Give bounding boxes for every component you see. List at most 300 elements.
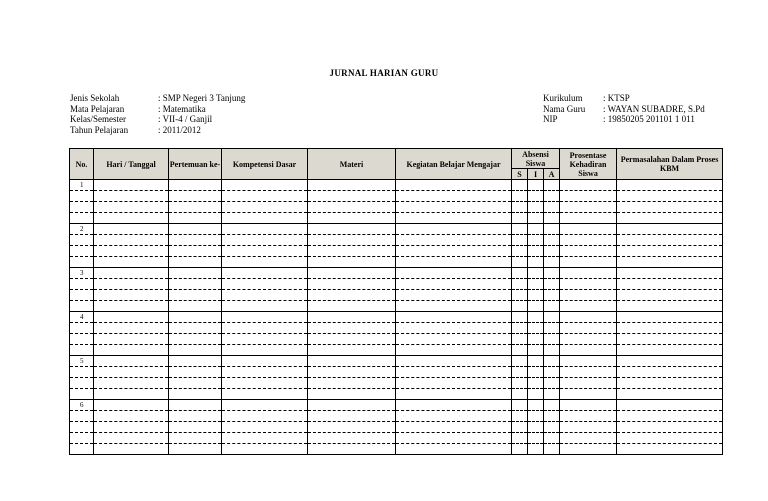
table-cell	[528, 378, 544, 389]
header-absensi: Absensi Siswa	[512, 149, 560, 169]
table-cell	[169, 323, 222, 334]
table-cell	[94, 345, 169, 356]
table-cell	[308, 400, 396, 411]
info-value: : KTSP	[603, 93, 630, 103]
table-cell	[544, 235, 560, 246]
table-cell	[512, 367, 528, 378]
table-cell	[396, 235, 512, 246]
table-row	[70, 279, 723, 290]
table-cell	[617, 356, 723, 367]
table-cell	[222, 213, 308, 224]
table-cell	[544, 378, 560, 389]
table-cell	[560, 279, 617, 290]
table-cell	[94, 367, 169, 378]
table-row	[70, 268, 723, 279]
row-number	[70, 378, 94, 389]
info-label: NIP	[543, 114, 558, 124]
table-cell	[528, 301, 544, 312]
table-cell	[396, 191, 512, 202]
table-cell	[94, 334, 169, 345]
journal-body	[70, 180, 723, 455]
table-cell	[308, 290, 396, 301]
table-cell	[222, 444, 308, 455]
table-cell	[396, 323, 512, 334]
table-cell	[512, 389, 528, 400]
table-cell	[222, 312, 308, 323]
table-cell	[544, 433, 560, 444]
table-cell	[560, 191, 617, 202]
table-cell	[528, 202, 544, 213]
table-cell	[222, 356, 308, 367]
table-cell	[560, 202, 617, 213]
info-row-nip	[543, 114, 705, 125]
row-number	[70, 345, 94, 356]
table-cell	[617, 400, 723, 411]
table-cell	[528, 268, 544, 279]
table-cell	[308, 268, 396, 279]
table-row	[70, 356, 723, 367]
table-cell	[560, 444, 617, 455]
table-row	[70, 191, 723, 202]
table-cell	[222, 191, 308, 202]
table-cell	[560, 433, 617, 444]
table-cell	[169, 290, 222, 301]
table-cell	[560, 257, 617, 268]
header-prosentase: Prosentase Kehadiran Siswa	[560, 149, 617, 180]
table-cell	[169, 191, 222, 202]
table-cell	[396, 422, 512, 433]
table-cell	[544, 213, 560, 224]
table-cell	[396, 180, 512, 191]
table-cell	[617, 389, 723, 400]
row-number: 1	[70, 180, 94, 191]
row-number	[70, 389, 94, 400]
info-label: Nama Guru	[543, 103, 586, 114]
table-cell	[528, 257, 544, 268]
table-cell	[617, 180, 723, 191]
table-cell	[512, 191, 528, 202]
table-cell	[528, 213, 544, 224]
table-cell	[617, 268, 723, 279]
table-cell	[560, 213, 617, 224]
table-cell	[617, 202, 723, 213]
table-cell	[512, 301, 528, 312]
table-cell	[222, 224, 308, 235]
table-cell	[528, 224, 544, 235]
table-cell	[512, 345, 528, 356]
table-cell	[308, 411, 396, 422]
table-cell	[512, 400, 528, 411]
table-cell	[560, 290, 617, 301]
table-cell	[94, 224, 169, 235]
table-cell	[169, 422, 222, 433]
info-label: Kurikulum	[543, 93, 583, 103]
table-cell	[169, 301, 222, 312]
table-cell	[512, 290, 528, 301]
row-number	[70, 422, 94, 433]
info-row-mata-pelajaran	[70, 104, 245, 115]
row-number	[70, 334, 94, 345]
table-cell	[94, 235, 169, 246]
table-cell	[308, 334, 396, 345]
table-cell	[512, 411, 528, 422]
row-number	[70, 202, 94, 213]
table-cell	[94, 257, 169, 268]
table-cell	[544, 290, 560, 301]
table-cell	[169, 345, 222, 356]
info-row-tahun-pelajaran	[70, 125, 245, 136]
header-no: No.	[70, 149, 94, 180]
info-left	[70, 93, 245, 135]
table-row	[70, 290, 723, 301]
table-cell	[169, 246, 222, 257]
table-cell	[512, 224, 528, 235]
table-cell	[396, 279, 512, 290]
table-row	[70, 180, 723, 191]
table-cell	[512, 444, 528, 455]
table-cell	[222, 180, 308, 191]
table-cell	[617, 422, 723, 433]
table-cell	[544, 268, 560, 279]
table-cell	[308, 389, 396, 400]
info-label: Kelas/Semester	[70, 114, 126, 124]
table-cell	[617, 323, 723, 334]
table-cell	[544, 389, 560, 400]
table-cell	[169, 224, 222, 235]
info-value: : Matematika	[158, 103, 206, 114]
table-cell	[512, 378, 528, 389]
table-cell	[560, 356, 617, 367]
table-cell	[528, 422, 544, 433]
table-cell	[617, 433, 723, 444]
info-row-nama-guru	[543, 104, 705, 115]
table-cell	[544, 356, 560, 367]
row-number	[70, 433, 94, 444]
header-materi: Materi	[308, 149, 396, 180]
table-cell	[396, 290, 512, 301]
table-cell	[528, 334, 544, 345]
table-cell	[396, 268, 512, 279]
row-number	[70, 367, 94, 378]
table-cell	[308, 180, 396, 191]
table-cell	[94, 312, 169, 323]
table-cell	[94, 279, 169, 290]
table-cell	[222, 389, 308, 400]
table-cell	[396, 356, 512, 367]
table-cell	[528, 345, 544, 356]
table-cell	[528, 191, 544, 202]
row-number	[70, 213, 94, 224]
table-cell	[169, 213, 222, 224]
table-cell	[94, 180, 169, 191]
info-value: : SMP Negeri 3 Tanjung	[158, 93, 246, 103]
table-cell	[169, 334, 222, 345]
table-cell	[617, 224, 723, 235]
table-cell	[308, 378, 396, 389]
table-cell	[512, 334, 528, 345]
row-number	[70, 301, 94, 312]
table-cell	[396, 367, 512, 378]
table-row	[70, 378, 723, 389]
row-number: 3	[70, 268, 94, 279]
table-cell	[169, 279, 222, 290]
table-cell	[94, 400, 169, 411]
table-row	[70, 246, 723, 257]
table-cell	[528, 356, 544, 367]
table-cell	[512, 279, 528, 290]
table-cell	[544, 334, 560, 345]
table-cell	[560, 334, 617, 345]
table-cell	[222, 378, 308, 389]
table-cell	[169, 378, 222, 389]
page-title: JURNAL HARIAN GURU	[329, 68, 439, 78]
journal-table	[69, 148, 723, 455]
table-cell	[617, 290, 723, 301]
table-cell	[222, 323, 308, 334]
table-cell	[528, 279, 544, 290]
table-cell	[222, 301, 308, 312]
table-cell	[396, 213, 512, 224]
info-value: : WAYAN SUBADRE, S.Pd	[603, 103, 705, 114]
row-number	[70, 411, 94, 422]
table-cell	[396, 411, 512, 422]
table-cell	[528, 433, 544, 444]
table-row	[70, 323, 723, 334]
table-cell	[396, 301, 512, 312]
info-row-jenis-sekolah	[70, 93, 245, 104]
table-row	[70, 389, 723, 400]
table-cell	[94, 422, 169, 433]
table-cell	[528, 444, 544, 455]
row-number	[70, 323, 94, 334]
table-row	[70, 312, 723, 323]
table-row	[70, 202, 723, 213]
table-cell	[512, 202, 528, 213]
table-cell	[396, 389, 512, 400]
row-number	[70, 444, 94, 455]
table-cell	[512, 323, 528, 334]
table-row	[70, 213, 723, 224]
table-cell	[528, 235, 544, 246]
table-cell	[396, 444, 512, 455]
row-number	[70, 279, 94, 290]
table-row	[70, 345, 723, 356]
table-cell	[617, 257, 723, 268]
info-label: Tahun Pelajaran	[70, 124, 129, 135]
table-row	[70, 411, 723, 422]
table-row	[70, 257, 723, 268]
table-cell	[528, 323, 544, 334]
table-cell	[560, 367, 617, 378]
table-cell	[94, 301, 169, 312]
table-cell	[308, 367, 396, 378]
table-cell	[396, 224, 512, 235]
table-cell	[544, 246, 560, 257]
table-cell	[560, 268, 617, 279]
table-row	[70, 433, 723, 444]
table-cell	[222, 279, 308, 290]
header-kegiatan: Kegiatan Belajar Mengajar	[396, 149, 512, 180]
table-cell	[528, 389, 544, 400]
table-cell	[544, 345, 560, 356]
header-kompetensi-dasar: Kompetensi Dasar	[222, 149, 308, 180]
info-value: : 19850205 201101 1 011	[603, 114, 695, 124]
table-cell	[308, 312, 396, 323]
table-cell	[222, 411, 308, 422]
table-cell	[544, 400, 560, 411]
table-cell	[544, 180, 560, 191]
header-hari-tanggal: Hari / Tanggal	[94, 149, 169, 180]
table-row	[70, 334, 723, 345]
table-cell	[169, 268, 222, 279]
table-cell	[560, 422, 617, 433]
table-cell	[617, 191, 723, 202]
table-cell	[169, 312, 222, 323]
table-row	[70, 422, 723, 433]
header-absensi-s: S	[512, 169, 528, 180]
table-cell	[617, 235, 723, 246]
table-cell	[222, 400, 308, 411]
table-cell	[544, 422, 560, 433]
table-cell	[222, 202, 308, 213]
table-cell	[560, 411, 617, 422]
table-cell	[94, 444, 169, 455]
header-absensi-a: A	[544, 169, 560, 180]
table-cell	[222, 257, 308, 268]
table-row	[70, 367, 723, 378]
table-cell	[396, 400, 512, 411]
table-cell	[396, 334, 512, 345]
info-right	[543, 93, 705, 125]
table-cell	[169, 257, 222, 268]
table-cell	[617, 367, 723, 378]
table-cell	[528, 312, 544, 323]
table-cell	[308, 257, 396, 268]
table-cell	[544, 301, 560, 312]
table-cell	[560, 389, 617, 400]
table-cell	[560, 345, 617, 356]
table-cell	[308, 191, 396, 202]
table-row	[70, 224, 723, 235]
table-cell	[617, 246, 723, 257]
table-cell	[94, 433, 169, 444]
table-cell	[169, 202, 222, 213]
table-cell	[544, 191, 560, 202]
table-row	[70, 400, 723, 411]
table-cell	[308, 279, 396, 290]
header-pertemuan: Pertemuan ke-	[169, 149, 222, 180]
table-cell	[308, 345, 396, 356]
table-cell	[560, 224, 617, 235]
table-cell	[396, 433, 512, 444]
table-cell	[560, 301, 617, 312]
table-cell	[94, 202, 169, 213]
table-cell	[169, 444, 222, 455]
table-cell	[528, 246, 544, 257]
table-cell	[512, 213, 528, 224]
table-cell	[544, 202, 560, 213]
table-cell	[222, 235, 308, 246]
table-row	[70, 301, 723, 312]
table-cell	[169, 235, 222, 246]
table-cell	[512, 433, 528, 444]
table-cell	[308, 356, 396, 367]
table-cell	[396, 257, 512, 268]
table-cell	[308, 213, 396, 224]
table-row	[70, 235, 723, 246]
table-cell	[617, 301, 723, 312]
info-row-kelas-semester	[70, 114, 245, 125]
table-cell	[617, 378, 723, 389]
table-cell	[617, 312, 723, 323]
table-row	[70, 444, 723, 455]
table-cell	[308, 301, 396, 312]
table-cell	[560, 378, 617, 389]
row-number	[70, 257, 94, 268]
table-cell	[528, 180, 544, 191]
table-cell	[94, 378, 169, 389]
table-cell	[512, 180, 528, 191]
table-cell	[94, 213, 169, 224]
row-number: 2	[70, 224, 94, 235]
table-cell	[222, 422, 308, 433]
table-cell	[560, 400, 617, 411]
table-cell	[308, 202, 396, 213]
table-cell	[308, 444, 396, 455]
table-cell	[169, 367, 222, 378]
table-cell	[169, 411, 222, 422]
table-cell	[308, 422, 396, 433]
table-cell	[169, 389, 222, 400]
table-cell	[222, 334, 308, 345]
table-cell	[308, 235, 396, 246]
table-cell	[396, 246, 512, 257]
table-cell	[94, 389, 169, 400]
row-number	[70, 235, 94, 246]
table-cell	[512, 246, 528, 257]
table-cell	[528, 290, 544, 301]
table-cell	[512, 422, 528, 433]
table-cell	[94, 268, 169, 279]
table-cell	[617, 334, 723, 345]
table-cell	[222, 345, 308, 356]
table-cell	[617, 213, 723, 224]
info-label: Jenis Sekolah	[70, 93, 120, 103]
table-cell	[222, 290, 308, 301]
info-value: : VII-4 / Ganjil	[158, 114, 213, 124]
table-cell	[617, 279, 723, 290]
table-cell	[169, 433, 222, 444]
row-number: 5	[70, 356, 94, 367]
table-cell	[544, 257, 560, 268]
table-cell	[396, 378, 512, 389]
table-cell	[544, 312, 560, 323]
table-cell	[544, 411, 560, 422]
table-cell	[512, 312, 528, 323]
row-number	[70, 246, 94, 257]
table-cell	[512, 257, 528, 268]
info-label: Mata Pelajaran	[70, 103, 125, 114]
table-cell	[617, 345, 723, 356]
table-cell	[544, 323, 560, 334]
table-cell	[544, 367, 560, 378]
table-cell	[94, 356, 169, 367]
table-cell	[528, 400, 544, 411]
table-cell	[560, 180, 617, 191]
row-number	[70, 290, 94, 301]
table-cell	[94, 290, 169, 301]
row-number: 6	[70, 400, 94, 411]
